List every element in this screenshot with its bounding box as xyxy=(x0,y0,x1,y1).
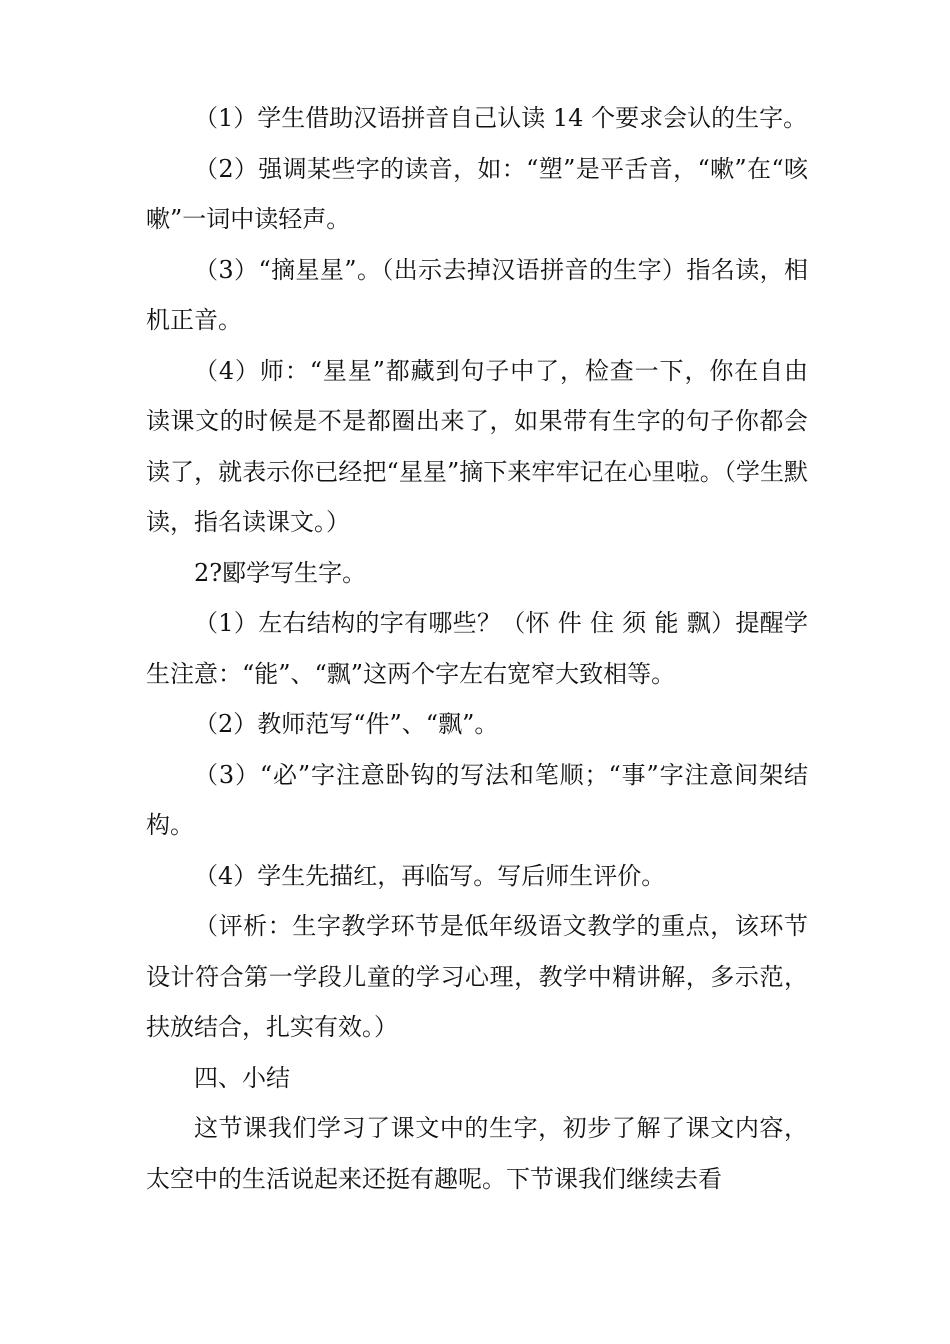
paragraph-left-right-structure: （1）左右结构的字有哪些？（怀 件 住 须 能 飘）提醒学生注意：“能”、“飘”这两个字左右宽窄大致相等。 xyxy=(146,609,808,688)
section-heading-summary: 四、小结 xyxy=(194,1063,290,1092)
paragraph-pronunciation: （2）强调某些字的读音，如：“塑”是平舌音，“嗽”在“咳嗽”一词中读轻声。 xyxy=(146,154,808,233)
document-body xyxy=(146,93,808,1204)
paragraph-summary: 这节课我们学习了课文中的生字，初步了解了课文内容，太空中的生活说起来还挺有趣呢。下节课我们继续去看 xyxy=(146,1114,808,1193)
section-heading-writing: 2?郾学写生字。 xyxy=(194,558,367,587)
paragraph-recognize-characters: （1）学生借助汉语拼音自己认读 14 个要求会认的生字。 xyxy=(194,104,808,132)
paragraph-pick-stars: （3）“摘星星”。（出示去掉汉语拼音的生字）指名读，相机正音。 xyxy=(146,255,808,334)
paragraph-stroke-order: （3）“必”字注意卧钩的写法和笔顺；“事”字注意间架结构。 xyxy=(146,760,808,839)
paragraph-teacher-demo: （2）教师范写“件”、“飘”。 xyxy=(194,710,499,738)
paragraph-teacher-sentences: （4）师：“星星”都藏到句子中了，检查一下，你在自由读课文的时候是不是都圈出来了，如果带有生字的句子你都会读了，就表示你已经把“星星”摘下来牢牢记在心里啦。（学生默读，指名读课文。） xyxy=(146,356,808,536)
paragraph-trace-copy: （4）学生先描红，再临写。写后师生评价。 xyxy=(194,861,666,890)
paragraph-commentary: （评析：生字教学环节是低年级语文教学的重点，该环节设计符合第一学段儿童的学习心理，教学中精讲解，多示范，扶放结合，扎实有效。） xyxy=(146,912,808,1041)
